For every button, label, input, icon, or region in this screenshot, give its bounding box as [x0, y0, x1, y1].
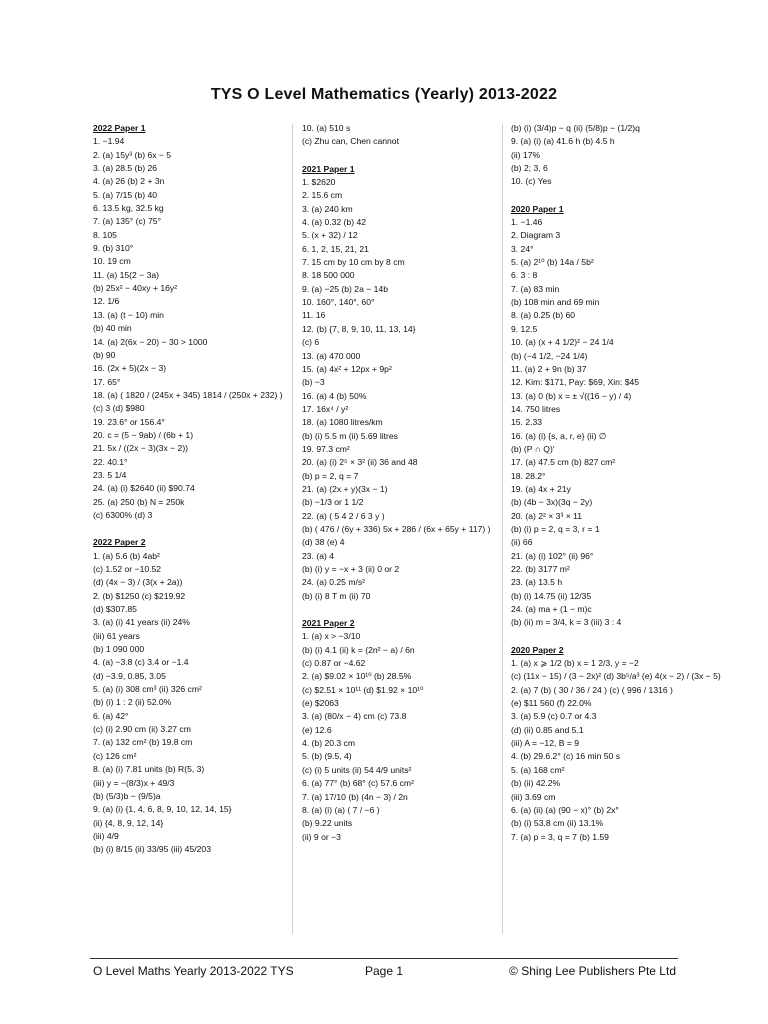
- answer-line: (iii) y = −(8/3)x + 49/3: [93, 777, 175, 788]
- answer-line: (b) (P ∩ Q)′: [511, 443, 555, 454]
- answer-line: 5. (a) 2¹⁰ (b) 14a / 5b²: [511, 257, 594, 268]
- answer-line: 3. (a) (80/x − 4) cm (c) 73.8: [302, 711, 407, 722]
- section-heading: 2021 Paper 1: [302, 163, 355, 174]
- answer-column-2: [302, 122, 502, 844]
- answer-line: 5. (x + 32) / 12: [302, 230, 358, 241]
- answer-line: 16. (2x + 5)(2x − 3): [93, 363, 167, 374]
- answer-line: (e) 12.6: [302, 724, 332, 735]
- answer-line: (b) (ii) m = 3/4, k = 3 (iii) 3 : 4: [511, 617, 622, 628]
- answer-line: 6. 1, 2, 15, 21, 21: [302, 243, 369, 254]
- answer-line: 10. (c) Yes: [511, 176, 552, 187]
- answer-line: 10. 160°, 140°, 60°: [302, 297, 375, 308]
- answer-line: 22. (b) 3177 m²: [511, 564, 570, 574]
- answer-line: (b) (i) 8/15 (ii) 33/95 (iii) 45/203: [93, 844, 211, 855]
- answer-column-1: [93, 122, 288, 857]
- section-gap: [511, 189, 711, 203]
- answer-line: 7. (a) 132 cm² (b) 19.8 cm: [93, 737, 193, 748]
- answer-line: (b) −1/3 or 1 1/2: [302, 497, 364, 508]
- answer-line: 23. 5 1/4: [93, 469, 127, 480]
- answer-line: 13. (a) 470 000: [302, 350, 361, 361]
- footer-divider: [90, 958, 678, 959]
- answer-line: (c) 0.87 or −4.62: [302, 658, 366, 669]
- answer-line: 4. (b) 20.3 cm: [302, 738, 356, 749]
- section-gap: [302, 603, 502, 617]
- answer-line: 21. (a) (i) 102° (ii) 96°: [511, 550, 594, 561]
- answer-line: (b) (i) 53.8 cm (ii) 13.1%: [511, 818, 604, 829]
- answer-line: (b) (i) 8 T m (ii) 70: [302, 590, 371, 601]
- answer-line: 2. (a) 7 (b) ( 30 / 36 / 24 ) (c) ( 996 / 1316 ): [511, 684, 673, 695]
- answer-line: 10. (a) 510 s: [302, 123, 351, 133]
- answer-line: (c) (i) 2.90 cm (ii) 3.27 cm: [93, 724, 191, 735]
- answer-line: 19. 97.3 cm²: [302, 443, 350, 454]
- footer-book-title: O Level Maths Yearly 2013-2022 TYS: [93, 964, 294, 978]
- answer-line: 19. (a) 4x + 21y: [511, 483, 571, 494]
- answer-line: (b) (i) (3/4)p − q (ii) (5/8)p − (1/2)q: [511, 123, 640, 133]
- page-title: TYS O Level Mathematics (Yearly) 2013-2022: [210, 86, 558, 103]
- answer-line: 11. (a) 2 + 9n (b) 37: [511, 363, 587, 374]
- answer-line: 9. (b) 310°: [93, 243, 134, 254]
- answer-line: 12. Kim: $171, Pay: $69, Xin: $45: [511, 377, 640, 388]
- section-heading: 2020 Paper 2: [511, 644, 564, 655]
- answer-line: (b) −3: [302, 377, 325, 388]
- answer-line: (b) 2; 3, 6: [511, 163, 548, 174]
- answer-line: 7. (a) 83 min: [511, 283, 560, 294]
- answer-line: (ii) 17%: [511, 149, 541, 160]
- answer-line: 22. (a) ( 5 4 2 / 6 3 y ): [302, 510, 385, 521]
- column-divider: [502, 124, 503, 934]
- answer-line: (c) 3 (d) $980: [93, 403, 145, 414]
- answer-line: 11. (a) 15(2 − 3a): [93, 269, 160, 280]
- answer-line: (c) 6: [302, 337, 320, 348]
- answer-line: 22. 40.1°: [93, 456, 128, 467]
- answer-line: 15. 2.33: [511, 417, 543, 428]
- answer-line: 25. (a) 250 (b) N = 250k: [93, 496, 185, 507]
- answer-line: 20. (a) (i) 2⁵ × 3² (ii) 36 and 48: [302, 457, 418, 468]
- answer-line: 7. (a) 135° (c) 75°: [93, 216, 162, 227]
- answer-line: 24. (a) ma + (1 − m)c: [511, 604, 592, 615]
- answer-line: 7. 15 cm by 10 cm by 8 cm: [302, 257, 405, 268]
- answer-line: (b) (i) 4.1 (ii) k = (2n² − a) / 6n: [302, 644, 415, 655]
- answer-line: (c) (i) 5 units (ii) 54 4/9 units²: [302, 764, 412, 775]
- answer-line: 3. (a) (i) 41 years (ii) 24%: [93, 617, 190, 628]
- answer-line: (c) $2.51 × 10¹¹ (d) $1.92 × 10¹⁰: [302, 684, 424, 695]
- answer-line: 21. (a) (2x + y)(3x − 1): [302, 483, 388, 494]
- answer-line: 12. 1/6: [93, 296, 120, 307]
- answer-line: 14. 750 litres: [511, 403, 561, 414]
- answer-line: 5. (a) (i) 308 cm³ (ii) 326 cm²: [93, 684, 202, 695]
- answer-line: 24. (a) (i) $2640 (ii) $90.74: [93, 483, 195, 494]
- answer-line: 8. 105: [93, 229, 117, 240]
- answer-line: 12. (b) {7, 8, 9, 10, 11, 13, 14}: [302, 323, 416, 334]
- answer-line: 6. (a) 42°: [93, 710, 129, 721]
- answer-line: 6. 3 : 8: [511, 270, 538, 281]
- answer-line: 8. (a) (i) 7.81 units (b) R(5, 3): [93, 764, 205, 775]
- answer-line: (e) $11 560 (f) 22.0%: [511, 698, 592, 709]
- answer-column-3: [511, 122, 721, 844]
- answer-line: (ii) {4, 8, 9, 12, 14}: [93, 817, 164, 828]
- answer-line: (iii) 3.69 cm: [511, 791, 556, 802]
- answer-line: (d) (ii) 0.85 and 5.1: [511, 724, 584, 735]
- answer-line: 1. −1.46: [511, 217, 543, 228]
- answer-line: 9. (a) (i) {1, 4, 6, 8, 9, 10, 12, 14, 15}: [93, 804, 232, 815]
- answer-line: 1. (a) 5.6 (b) 4ab²: [93, 550, 160, 561]
- answer-line: (b) (i) 14.75 (ii) 12/35: [511, 590, 592, 601]
- answer-line: (d) −3.9, 0.85, 3.05: [93, 670, 166, 681]
- answer-line: 8. 18 500 000: [302, 270, 355, 281]
- answer-line: 16. (a) (i) {s, a, r, e} (ii) ∅: [511, 430, 607, 441]
- answer-line: 13. (a) 0 (b) x = ± √((16 − y) / 4): [511, 390, 632, 401]
- answer-line: 10. 19 cm: [93, 256, 131, 267]
- answer-line: (ii) 66: [511, 537, 533, 548]
- answer-line: (b) 90: [93, 349, 116, 360]
- answer-line: (b) 108 min and 69 min: [511, 297, 600, 308]
- answer-line: 10. (a) (x + 4 1/2)² − 24 1/4: [511, 337, 614, 348]
- answer-line: 7. (a) p = 3, q = 7 (b) 1.59: [511, 831, 609, 842]
- answer-line: 6. (a) 77° (b) 68° (c) 57.6 cm²: [302, 778, 414, 789]
- answer-line: (c) Zhu can, Chen cannot: [302, 136, 399, 147]
- answer-line: 21. 5x / ((2x − 3)(3x − 2)): [93, 443, 189, 454]
- answer-line: 18. 28.2°: [511, 470, 546, 481]
- answer-line: 8. (a) 0.25 (b) 60: [511, 310, 576, 321]
- answer-line: (c) 1.52 or −10.52: [93, 564, 162, 574]
- answer-line: 15. (a) 4x² + 12px + 9p²: [302, 363, 392, 374]
- answer-line: 17. (a) 47.5 cm (b) 827 cm²: [511, 457, 616, 468]
- answer-line: 9. (a) (i) (a) 41.6 h (b) 4.5 h: [511, 136, 615, 147]
- answer-line: (c) 126 cm²: [93, 750, 137, 761]
- section-gap: [302, 149, 502, 163]
- answer-line: (ii) 9 or −3: [302, 831, 341, 842]
- answer-line: 1. −1.94: [93, 136, 125, 147]
- answer-line: 17. 65°: [93, 376, 121, 387]
- answer-line: 9. (a) −25 (b) 2a − 14b: [302, 283, 388, 294]
- answer-line: 3. (a) 240 km: [302, 203, 353, 214]
- answer-line: 18. (a) 1080 litres/km: [302, 417, 383, 428]
- answer-line: 5. (a) 7/15 (b) 40: [93, 189, 158, 200]
- answer-line: (b) 40 min: [93, 323, 132, 334]
- section-heading: 2022 Paper 1: [93, 123, 146, 133]
- answer-line: 2. (a) 15y³ (b) 6x − 5: [93, 149, 172, 160]
- answer-line: (b) (4b − 3x)(3q − 2y): [511, 497, 593, 508]
- answer-line: (iii) A = −12, B = 9: [511, 738, 580, 749]
- section-gap: [93, 522, 288, 536]
- answer-line: 6. 13.5 kg, 32.5 kg: [93, 203, 164, 214]
- answer-line: 9. 12.5: [511, 323, 538, 334]
- answer-line: 20. (a) 2² × 3³ × 11: [511, 510, 583, 521]
- answer-line: (b) (ii) 42.2%: [511, 778, 561, 789]
- answer-line: (b) p = 2, q = 7: [302, 470, 359, 481]
- answer-line: (b) (i) p = 2, q = 3, r = 1: [511, 523, 600, 534]
- answer-line: 18. (a) ( 1820 / (245x + 345) 1814 / (250x + 232) ): [93, 389, 283, 400]
- answer-line: 17. 16x⁴ / y²: [302, 403, 349, 414]
- answer-line: (d) 38 (e) 4: [302, 537, 345, 548]
- answer-line: 1. $2620: [302, 177, 336, 188]
- answer-line: 7. (a) 17/10 (b) (4n − 3) / 2n: [302, 791, 408, 802]
- page-number: Page 1: [365, 964, 404, 978]
- answer-line: 1. (a) x ⩾ 1/2 (b) x = 1 2/3, y = −2: [511, 658, 639, 669]
- answer-line: 3. (a) 28.5 (b) 26: [93, 163, 158, 174]
- answer-line: (b) 9.22 units: [302, 818, 353, 829]
- answer-line: 14. (a) 2(6x − 20) − 30 > 1000: [93, 336, 208, 347]
- answer-line: 16. (a) 4 (b) 50%: [302, 390, 367, 401]
- answer-line: 4. (a) 26 (b) 2 + 3n: [93, 176, 165, 187]
- answer-line: 4. (a) 0.32 (b) 42: [302, 217, 367, 228]
- answer-line: (iii) 61 years: [93, 630, 140, 641]
- answer-line: 8. (a) (i) (a) ( 7 / −6 ): [302, 804, 380, 815]
- publisher-credit: © Shing Lee Publishers Pte Ltd: [509, 964, 676, 978]
- answer-line: (b) (i) y = −x + 3 (ii) 0 or 2: [302, 564, 400, 574]
- answer-line: 23. (a) 4: [302, 550, 335, 561]
- section-heading: 2021 Paper 2: [302, 618, 355, 629]
- answer-line: (b) 25x² − 40xy + 16y²: [93, 283, 178, 294]
- answer-line: 2. 15.6 cm: [302, 190, 343, 201]
- answer-line: 2. (b) $1250 (c) $219.92: [93, 590, 186, 601]
- section-heading: 2022 Paper 2: [93, 537, 146, 548]
- answer-line: (b) (i) 5.5 m (ii) 5.69 litres: [302, 430, 398, 441]
- answer-line: 20. c = (5 − 9ab) / (6b + 1): [93, 429, 194, 440]
- section-gap: [511, 630, 711, 644]
- answer-line: (d) $307.85: [93, 604, 137, 615]
- answer-line: (c) 6300% (d) 3: [93, 509, 153, 520]
- answer-line: (e) $2063: [302, 698, 339, 709]
- answer-line: 11. 16: [302, 310, 326, 321]
- answer-line: 5. (a) 168 cm²: [511, 764, 565, 775]
- answer-line: 6. (a) (ii) (a) (90 − x)° (b) 2x°: [511, 804, 619, 815]
- answer-line: 2. (a) $9.02 × 10¹⁰ (b) 28.5%: [302, 671, 412, 682]
- answer-line: (b) (5/3)b − (9/5)a: [93, 790, 161, 801]
- answer-line: 13. (a) (t − 10) min: [93, 309, 164, 320]
- answer-line: 5. (b) (9.5, 4): [302, 751, 352, 762]
- answer-line: (iii) 4/9: [93, 830, 119, 841]
- answer-line: (b) 1 090 000: [93, 644, 145, 655]
- answer-line: (b) (i) 1 : 2 (ii) 52.0%: [93, 697, 172, 708]
- answer-line: 1. (a) x > −3/10: [302, 631, 361, 642]
- section-heading: 2020 Paper 1: [511, 203, 564, 214]
- answer-line: 3. (a) 5.9 (c) 0.7 or 4.3: [511, 711, 597, 722]
- answer-line: 23. (a) 13.5 h: [511, 577, 563, 588]
- answer-line: 3. 24°: [511, 243, 534, 254]
- answer-line: (b) ( 476 / (6y + 336) 5x + 286 / (6x + 65y + 117) ): [302, 523, 491, 534]
- column-divider: [292, 124, 293, 934]
- answer-line: 2. Diagram 3: [511, 230, 561, 241]
- answer-line: (b) (−4 1/2, −24 1/4): [511, 350, 588, 361]
- answer-line: 19. 23.6° or 156.4°: [93, 416, 165, 427]
- answer-line: 4. (a) −3.8 (c) 3.4 or −1.4: [93, 657, 189, 668]
- answer-line: 4. (b) 29.6.2° (c) 16 min 50 s: [511, 751, 620, 762]
- answer-line: (d) (4x − 3) / (3(x + 2a)): [93, 577, 183, 588]
- answer-line: 24. (a) 0.25 m/s²: [302, 577, 366, 588]
- answer-line: (c) (11x − 15) / (3 − 2x)² (d) 3b⁵/a³ (e) 4(x − 2) / (3x − 5): [511, 671, 721, 682]
